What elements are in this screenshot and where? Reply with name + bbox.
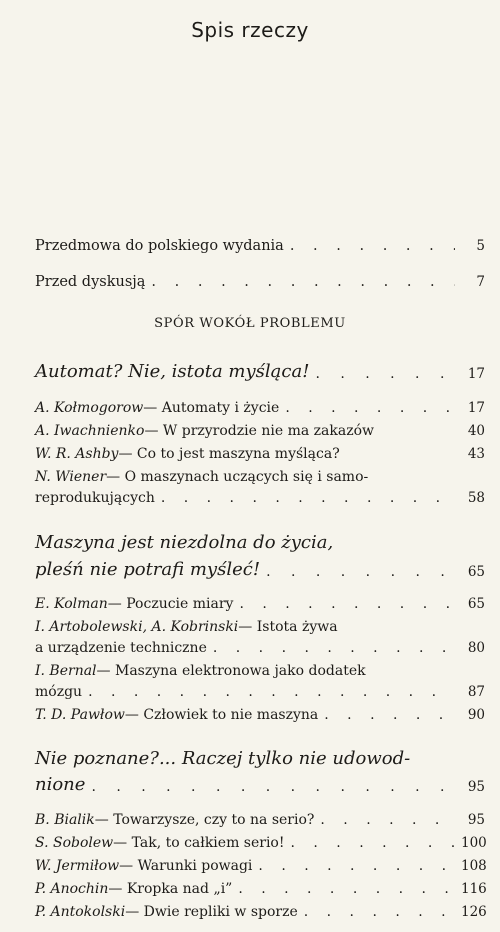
page-number: 65 [467, 596, 485, 612]
page-number: 58 [467, 490, 485, 506]
page-number: 126 [461, 904, 487, 920]
entry-title: — Człowiek to nie maszyna [124, 707, 319, 723]
toc-entry [35, 703, 485, 723]
toc-entry [35, 396, 485, 416]
toc-entry [35, 615, 485, 635]
page-number: 95 [467, 812, 485, 828]
entry-title: — O maszynach uczących się i samo- [106, 469, 369, 485]
chapter-title: Maszyna jest niezdolna do życia, [35, 532, 334, 553]
entry-author: E. Kolman [35, 596, 108, 612]
dot-leader [239, 596, 455, 612]
entry-author: N. Wiener [35, 469, 107, 485]
dot-leader [315, 366, 455, 382]
entry-title: a urządzenie techniczne [35, 640, 207, 656]
dot-leader [290, 238, 455, 254]
entry-title: — Kropka nad „i” [108, 881, 233, 897]
chapter-title-text: Automat? Nie, istota myśląca! [35, 361, 310, 382]
page-number: 65 [467, 564, 485, 580]
dot-leader [324, 707, 455, 723]
entry-author: A. Iwachnienko [35, 423, 145, 439]
chapter-title [35, 556, 485, 580]
dot-leader [161, 490, 455, 506]
entry-title: — Istota żywa [238, 619, 338, 635]
page-number: 43 [467, 446, 485, 462]
toc-entry [35, 419, 485, 439]
dot-leader [151, 274, 455, 290]
dot-leader [266, 564, 455, 580]
dot-leader [213, 640, 455, 656]
entry-author: W. R. Ashby [35, 446, 119, 462]
entry-author: B. Bialik [35, 812, 95, 828]
page-number: 116 [461, 881, 487, 897]
entry-title: — Maszyna elektronowa jako dodatek [96, 663, 366, 679]
page-number: 40 [467, 423, 485, 439]
toc-entry [35, 659, 485, 679]
entry-title: — Dwie repliki w sporze [125, 904, 298, 920]
page-number: 87 [467, 684, 485, 700]
dot-leader [238, 881, 455, 897]
entry-author: P. Anochin [35, 881, 109, 897]
page-number: 100 [461, 835, 487, 851]
page-number: 80 [467, 640, 485, 656]
toc-entry-continuation [35, 636, 485, 656]
chapter-title: Nie poznane?... Raczej tylko nie udowod- [35, 748, 411, 769]
toc-entry [35, 877, 485, 897]
entry-title: — Warunki powagi [119, 858, 253, 874]
toc-entry-before-discussion [35, 268, 485, 290]
page-number: 17 [467, 366, 485, 382]
dot-leader [304, 904, 455, 920]
entry-title: — Tak, to całkiem serio! [113, 835, 285, 851]
chapter-title [35, 358, 485, 382]
chapter-title [35, 771, 485, 795]
entry-author: P. Antokolski [35, 904, 126, 920]
toc-entry [35, 854, 485, 874]
entry-title: — Poczucie miary [107, 596, 234, 612]
page-title: Spis rzeczy [191, 18, 309, 42]
toc-entry [35, 831, 485, 851]
entry-author: S. Sobolew [35, 835, 114, 851]
entry-author: I. Artobolewski, A. Kobrinski [35, 619, 239, 635]
page-number: 95 [467, 779, 485, 795]
entry-author: I. Bernal [35, 663, 97, 679]
page-number: 7 [476, 274, 485, 290]
page-number: 108 [461, 858, 487, 874]
entry-title: reprodukujących [35, 490, 155, 506]
toc-entry [35, 592, 485, 612]
toc-entry-continuation [35, 486, 485, 506]
chapter-title-text: nione [35, 774, 86, 795]
toc-entry [35, 442, 485, 462]
dot-leader [285, 400, 455, 416]
toc-entry-continuation [35, 680, 485, 700]
toc-entry-title: Przedmowa do polskiego wydania [35, 238, 284, 254]
dot-leader [91, 779, 455, 795]
section-heading: SPÓR WOKÓŁ PROBLEMU [154, 316, 346, 331]
dot-leader [320, 812, 455, 828]
entry-title: — Towarzysze, czy to na serio? [94, 812, 315, 828]
dot-leader [291, 835, 456, 851]
entry-author: T. D. Pawłow [35, 707, 125, 723]
toc-entry [35, 900, 485, 920]
toc-entry [35, 808, 485, 828]
entry-title: — Co to jest maszyna myśląca? [118, 446, 340, 462]
dot-leader [258, 858, 455, 874]
entry-author: A. Kołmogorow [35, 400, 144, 416]
dot-leader [88, 684, 455, 700]
toc-entry-title: Przed dyskusją [35, 274, 146, 290]
chapter-title-text: pleśń nie potrafi myśleć! [35, 559, 261, 580]
entry-title: mózgu [35, 684, 83, 700]
toc-entry [35, 465, 485, 485]
page-number: 17 [467, 400, 485, 416]
entry-title: — W przyrodzie nie ma zakazów [144, 423, 374, 439]
page-number: 5 [476, 238, 485, 254]
toc-entry-preface [35, 232, 485, 254]
entry-title: — Automaty i życie [143, 400, 280, 416]
entry-author: W. Jermiłow [35, 858, 120, 874]
page-number: 90 [467, 707, 485, 723]
